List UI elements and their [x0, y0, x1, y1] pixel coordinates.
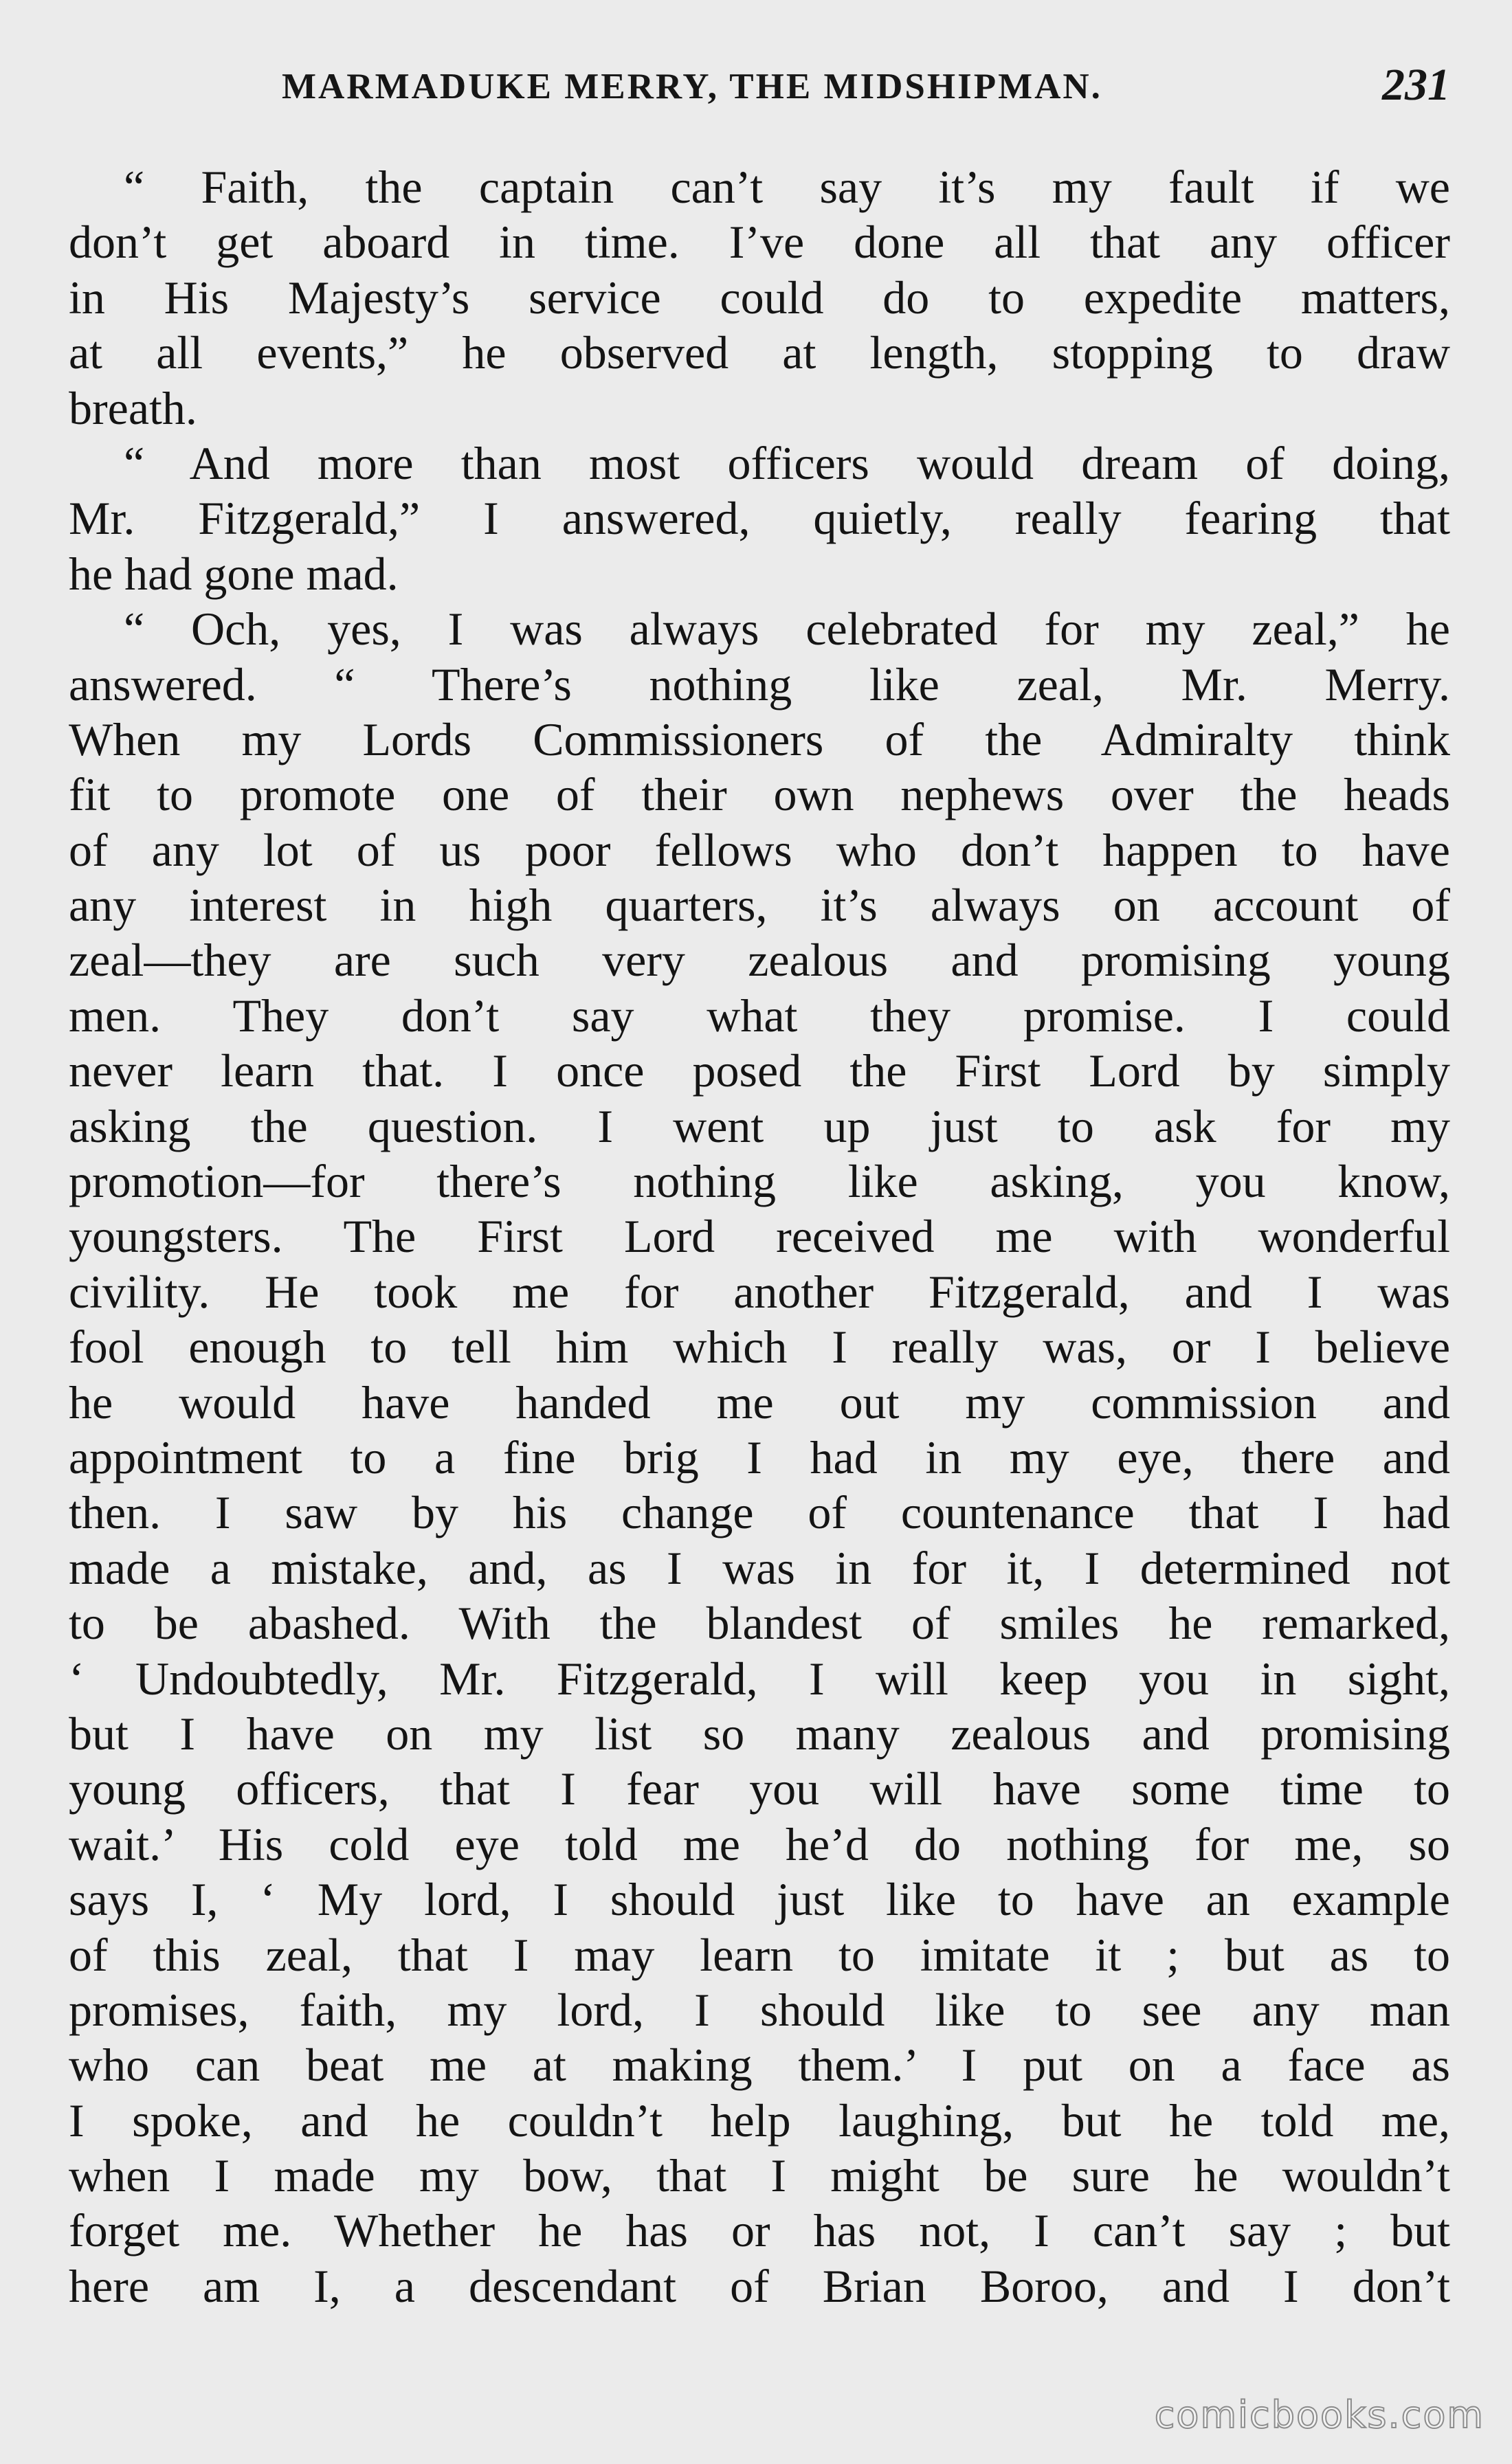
- text-line: I spoke, and he couldn’t help laughing, but he told me,: [69, 2094, 1450, 2147]
- text-line: but I have on my list so many zealous and promising: [69, 1707, 1450, 1760]
- text-line: here am I, a descendant of Brian Boroo, and I don’t: [69, 2259, 1450, 2312]
- page-number: 231: [1382, 60, 1450, 110]
- text-line: don’t get aboard in time. I’ve done all that any officer: [69, 216, 1450, 269]
- text-line: fit to promote one of their own nephews over the heads: [69, 768, 1450, 821]
- text-line: “ Och, yes, I was always celebrated for my zeal,” he: [124, 603, 1450, 656]
- text-line: wait.’ His cold eye told me he’d do nothing for me, so: [69, 1817, 1450, 1870]
- text-line: any interest in high quarters, it’s always on account of: [69, 879, 1450, 932]
- text-line: youngsters. The First Lord received me with wonderful: [69, 1210, 1450, 1263]
- body-text: [69, 159, 1450, 2314]
- text-line: of this zeal, that I may learn to imitate it ; but as to: [69, 1928, 1450, 1981]
- text-line: answered. “ There’s nothing like zeal, Mr. Merry.: [69, 658, 1450, 710]
- text-line: he had gone mad.: [69, 547, 399, 600]
- text-line: of any lot of us poor fellows who don’t happen to have: [69, 823, 1450, 876]
- text-line: at all events,” he observed at length, stopping to draw: [69, 326, 1450, 379]
- text-line: who can beat me at making them.’ I put on a face as: [69, 2039, 1450, 2092]
- text-line: promises, faith, my lord, I should like to see any man: [69, 1983, 1450, 2036]
- text-line: young officers, that I fear you will have some time to: [69, 1762, 1450, 1815]
- text-line: appointment to a fine brig I had in my eye, there and: [69, 1431, 1450, 1483]
- running-title: MARMADUKE MERRY, THE MIDSHIPMAN.: [282, 67, 1102, 107]
- text-line: promotion—for there’s nothing like asking, you know,: [69, 1155, 1450, 1208]
- text-line: then. I saw by his change of countenance that I had: [69, 1486, 1450, 1539]
- text-line: when I made my bow, that I might be sure he wouldn’t: [69, 2149, 1450, 2202]
- text-line: says I, ‘ My lord, I should just like to have an example: [69, 1873, 1450, 1926]
- text-line: Mr. Fitzgerald,” I answered, quietly, really fearing that: [69, 492, 1450, 545]
- running-head: [69, 59, 1450, 121]
- text-line: he would have handed me out my commission and: [69, 1376, 1450, 1429]
- text-line: forget me. Whether he has or has not, I can’t say ; but: [69, 2204, 1450, 2257]
- watermark: comicbooks.com: [1154, 2393, 1485, 2437]
- text-line: to be abashed. With the blandest of smiles he remarked,: [69, 1597, 1450, 1650]
- text-line: “ Faith, the captain can’t say it’s my fault if we: [124, 161, 1450, 213]
- text-line: never learn that. I once posed the First Lord by simply: [69, 1044, 1450, 1097]
- text-line: zeal—they are such very zealous and promising young: [69, 934, 1450, 987]
- text-line: When my Lords Commissioners of the Admiralty think: [69, 713, 1450, 765]
- text-line: in His Majesty’s service could do to expedite matters,: [69, 271, 1450, 324]
- text-line: asking the question. I went up just to ask for my: [69, 1099, 1450, 1152]
- text-line: “ And more than most officers would dream of doing,: [124, 436, 1450, 489]
- text-line: civility. He took me for another Fitzgerald, and I was: [69, 1265, 1450, 1318]
- text-line: made a mistake, and, as I was in for it, I determined not: [69, 1541, 1450, 1594]
- text-line: fool enough to tell him which I really was, or I believe: [69, 1321, 1450, 1374]
- text-line: ‘ Undoubtedly, Mr. Fitzgerald, I will keep you in sight,: [69, 1652, 1450, 1705]
- text-line: men. They don’t say what they promise. I could: [69, 989, 1450, 1042]
- text-line: breath.: [69, 381, 197, 434]
